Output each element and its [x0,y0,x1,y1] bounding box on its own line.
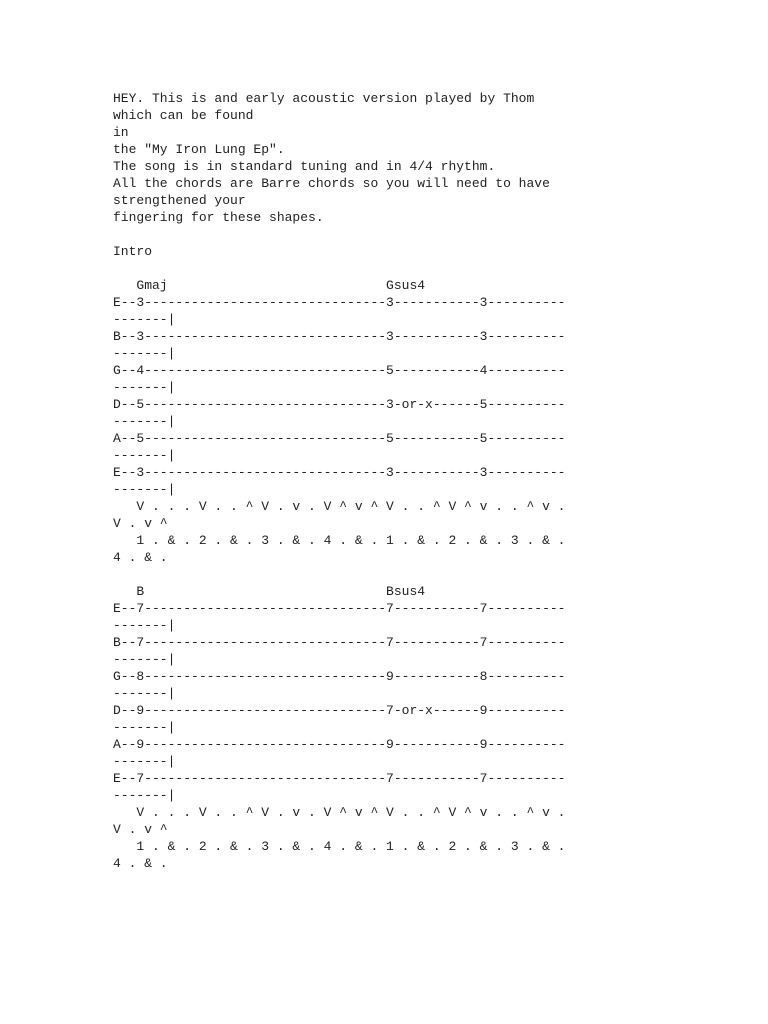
text-line: V . v ^ [113,822,168,837]
text-line: D--9-------------------------------7-or-x------9---------- [113,703,566,718]
text-line: E--3-------------------------------3-----------3---------- [113,465,566,480]
text-line: fingering for these shapes. [113,210,324,225]
text-line: G--8-------------------------------9-----------8---------- [113,669,566,684]
text-line: E--3-------------------------------3-----------3---------- [113,295,566,310]
text-line: -------| [113,448,176,463]
text-line: -------| [113,312,176,327]
text-line: B--3-------------------------------3-----------3---------- [113,329,566,344]
text-line: B--7-------------------------------7-----------7---------- [113,635,566,650]
text-line [113,260,753,277]
text-line: V . v ^ [113,516,168,531]
text-line: -------| [113,720,176,735]
text-line: -------| [113,482,176,497]
text-line: which can be found [113,108,254,123]
text-line: G--4-------------------------------5-----------4---------- [113,363,566,378]
text-line: A--5-------------------------------5-----------5---------- [113,431,566,446]
text-line: -------| [113,686,176,701]
text-line: Gmaj Gsus4 [113,278,426,293]
text-line: V . . . V . . ^ V . v . V ^ v ^ V . . ^ V ^ v . . ^ v . [113,499,566,514]
text-line [113,566,753,583]
text-line: HEY. This is and early acoustic version played by Thom [113,91,535,106]
text-line: -------| [113,414,176,429]
text-line: All the chords are Barre chords so you will need to have [113,176,550,191]
text-line: V . . . V . . ^ V . v . V ^ v ^ V . . ^ V ^ v . . ^ v . [113,805,566,820]
text-line: -------| [113,346,176,361]
text-line: E--7-------------------------------7-----------7---------- [113,771,566,786]
text-line: D--5-------------------------------3-or-x------5---------- [113,397,566,412]
tab-document [113,90,753,872]
text-line: -------| [113,788,176,803]
text-line: E--7-------------------------------7-----------7---------- [113,601,566,616]
text-line: the "My Iron Lung Ep". [113,142,285,157]
text-line: -------| [113,618,176,633]
text-line: The song is in standard tuning and in 4/4 rhythm. [113,159,496,174]
text-line: 4 . & . [113,856,168,871]
text-line: strengthened your [113,193,246,208]
text-line: -------| [113,754,176,769]
text-line: 4 . & . [113,550,168,565]
text-line: A--9-------------------------------9-----------9---------- [113,737,566,752]
text-line: -------| [113,380,176,395]
text-line: B Bsus4 [113,584,426,599]
text-line [113,226,753,243]
text-line: Intro [113,244,153,259]
text-line: 1 . & . 2 . & . 3 . & . 4 . & . 1 . & . 2 . & . 3 . & . [113,839,566,854]
text-line: -------| [113,652,176,667]
text-line: in [113,125,129,140]
text-line: 1 . & . 2 . & . 3 . & . 4 . & . 1 . & . 2 . & . 3 . & . [113,533,566,548]
